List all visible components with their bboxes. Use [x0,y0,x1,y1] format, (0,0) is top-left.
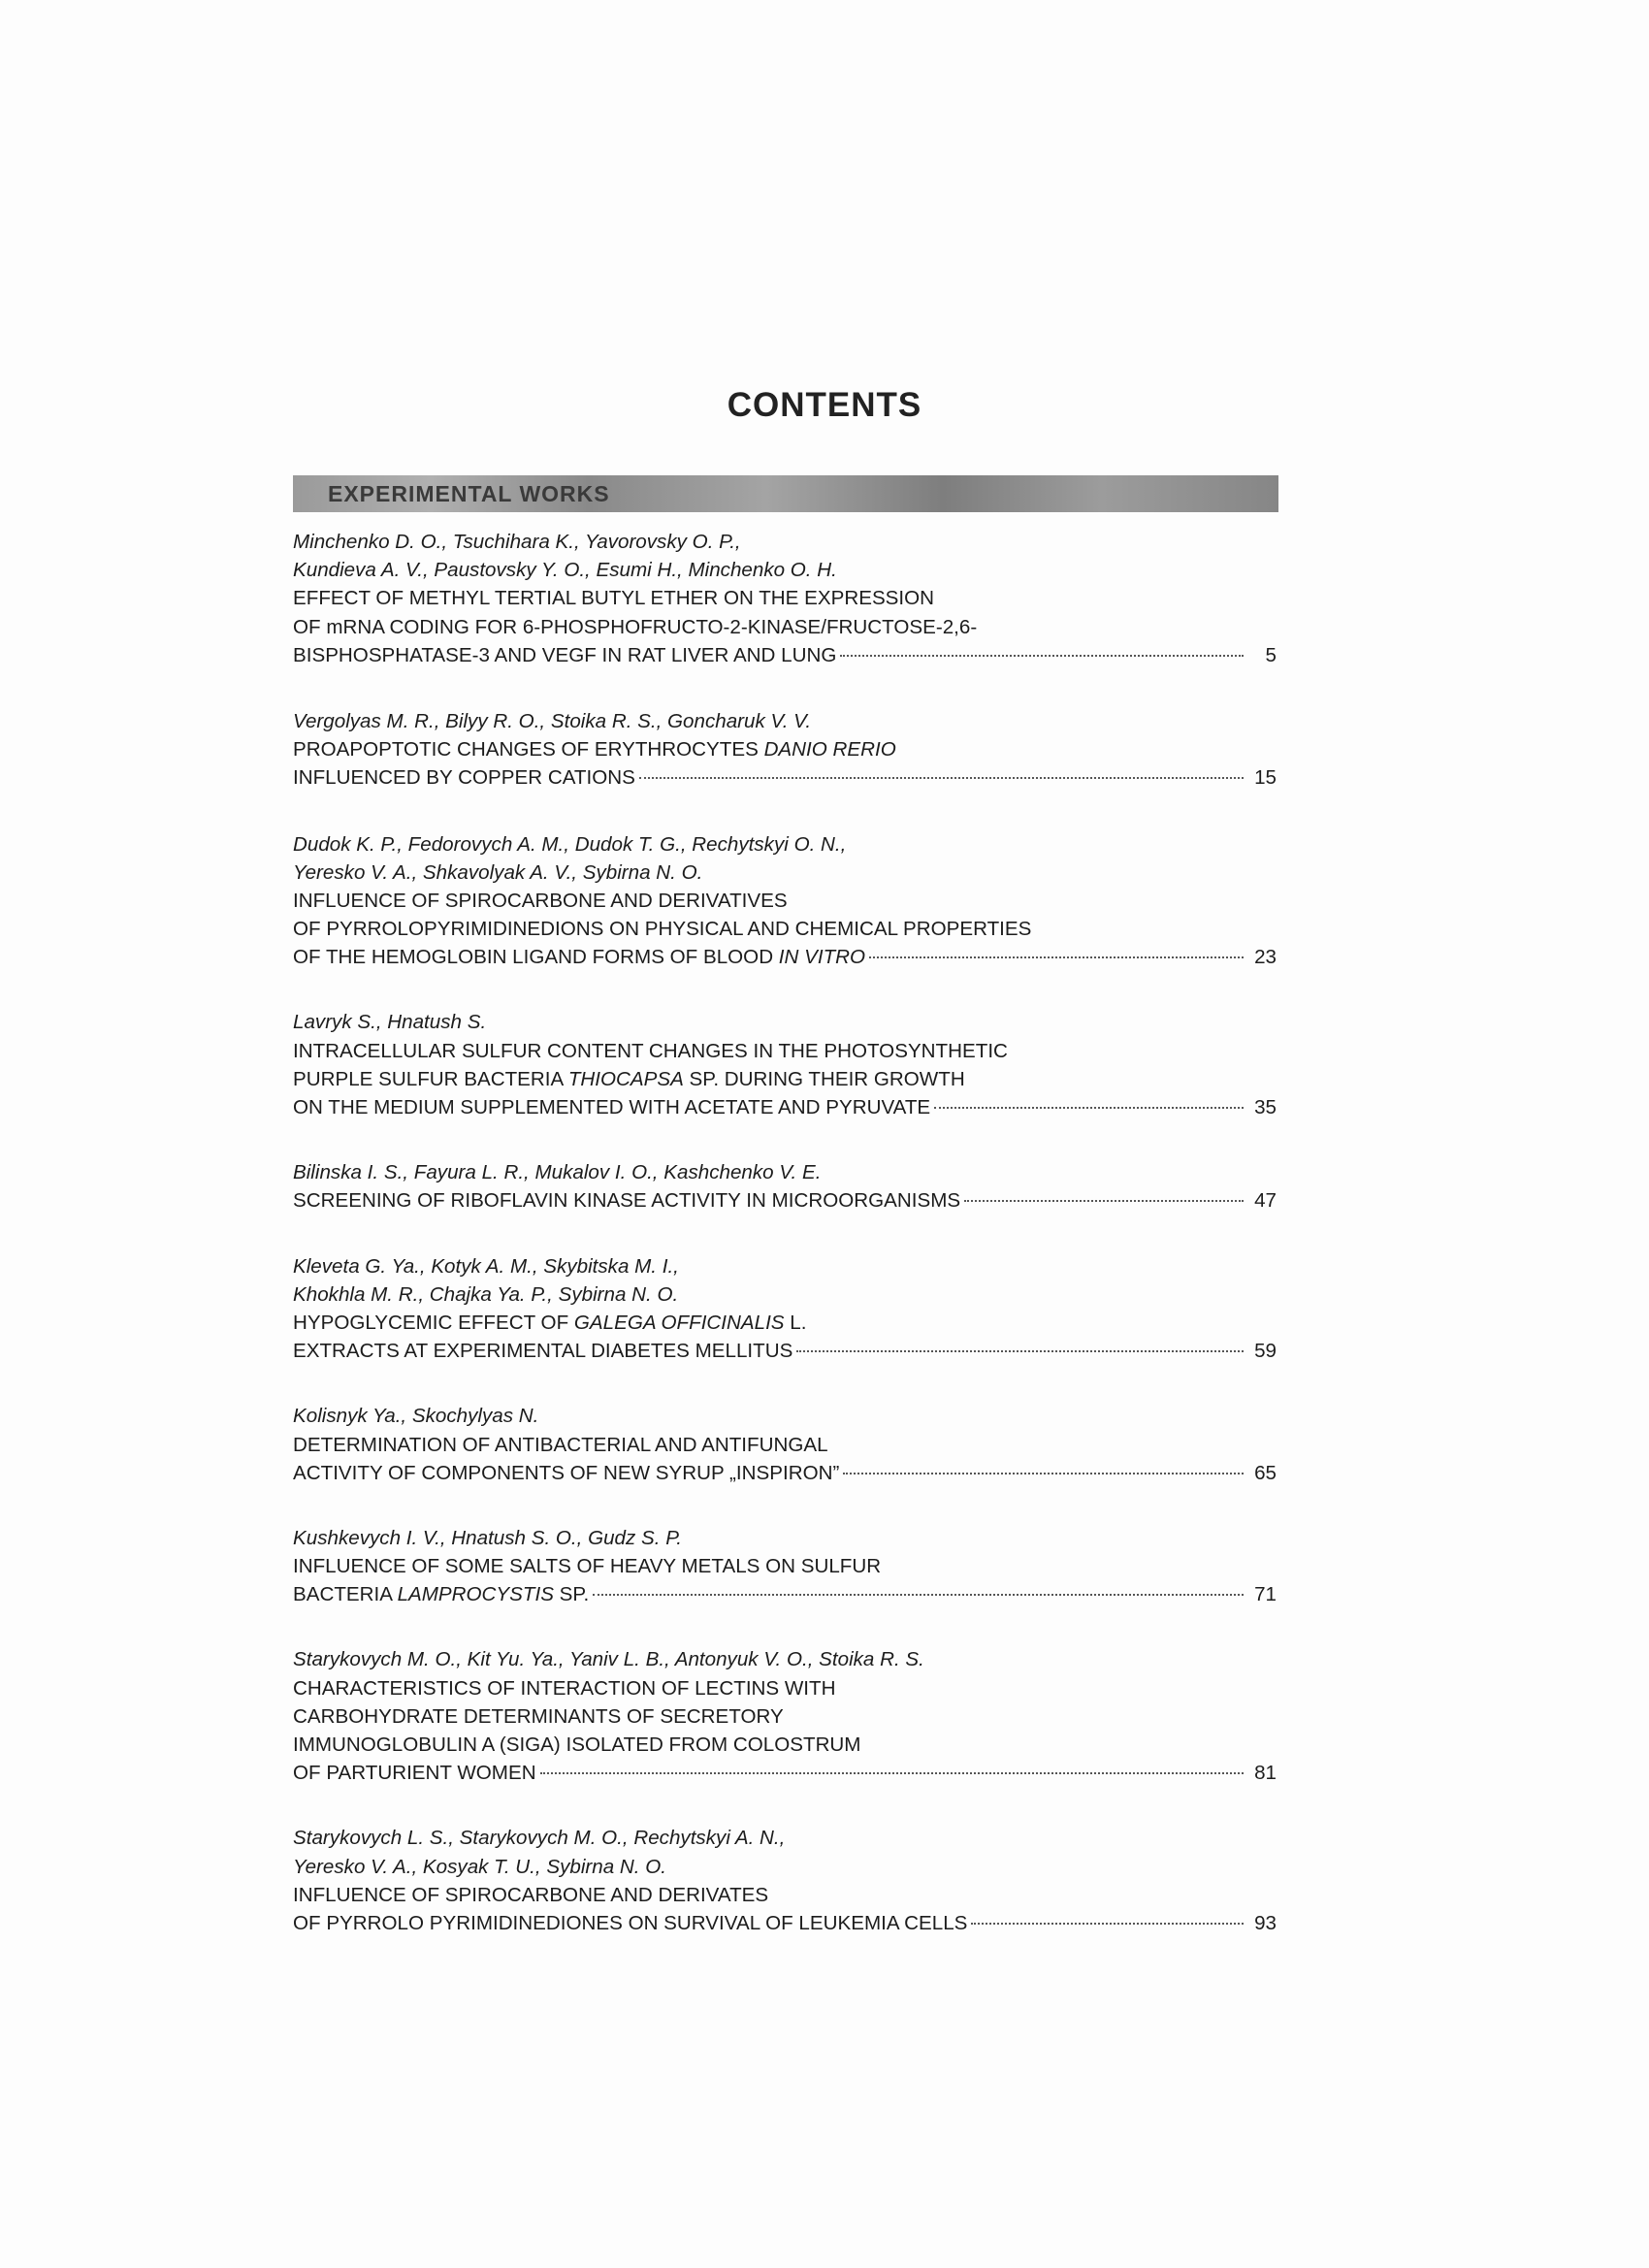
entry-authors: Starykovych M. O., Kit Yu. Ya., Yaniv L. B., Antonyuk V. O., Stoika R. S. [293,1648,924,1671]
entry-page-number: 59 [1254,1340,1277,1363]
entry-title-last-line [293,1186,1277,1215]
entry-title-text: L. [784,1311,807,1334]
entry-authors: Starykovych L. S., Starykovych M. O., Rechytskyi A. N., [293,1827,786,1850]
entry-title-text: INFLUENCED BY COPPER CATIONS [293,766,635,790]
table-of-contents [293,528,1277,1937]
toc-entry[interactable] [293,707,1277,793]
entry-title-line: OF mRNA CODING FOR 6-PHOSPHOFRUCTO-2-KINASE/FRUCTOSE-2,6- [293,615,978,638]
entry-title-text: SP. DURING THEIR GROWTH [683,1067,965,1090]
dot-leader [971,1923,1244,1925]
dot-leader [796,1350,1244,1352]
toc-entry[interactable] [293,1252,1277,1366]
entry-authors: Khokhla M. R., Chajka Ya. P., Sybirna N. O. [293,1282,679,1306]
entry-authors: Dudok K. P., Fedorovych A. M., Dudok T. G., Rechytskyi O. N., [293,832,847,856]
entry-title-text: ACTIVITY OF COMPONENTS OF NEW SYRUP „INSPIRON” [293,1461,840,1484]
dot-leader [869,956,1244,958]
page-title: CONTENTS [727,386,922,424]
entry-title-text: SCREENING OF RIBOFLAVIN KINASE ACTIVITY IN MICROORGANISMS [293,1189,961,1213]
entry-title-last-line [293,943,1277,971]
entry-title-line [293,1909,967,1937]
toc-entry[interactable] [293,830,1277,972]
dot-leader [840,655,1244,657]
toc-entry[interactable] [293,1524,1277,1609]
dot-leader [964,1200,1244,1202]
entry-title-last-line [293,1337,1277,1365]
dot-leader [639,777,1244,779]
entry-title-last-line [293,1759,1277,1787]
entry-authors: Vergolyas M. R., Bilyy R. O., Stoika R. S., Goncharuk V. V. [293,709,812,732]
entry-title-line [293,1186,960,1215]
entry-title-line [293,641,836,669]
entry-title-line: INFLUENCE OF SPIROCARBONE AND DERIVATIVES [293,889,788,912]
entry-title-line: IMMUNOGLOBULIN A (SIGA) ISOLATED FROM COLOSTRUM [293,1733,861,1756]
entry-page-number: 81 [1254,1762,1277,1785]
section-header-label: EXPERIMENTAL WORKS [328,481,610,506]
entry-title-text: OF THE HEMOGLOBIN LIGAND FORMS OF BLOOD [293,946,779,969]
toc-entry[interactable] [293,1645,1277,1787]
entry-title-line [293,735,1277,763]
entry-title-line [293,1093,930,1121]
entry-authors: Lavryk S., Hnatush S. [293,1011,487,1034]
entry-title-line [293,1580,589,1608]
entry-title-text: OF PARTURIENT WOMEN [293,1762,536,1785]
entry-title-last-line [293,1909,1277,1937]
entry-authors: Yeresko V. A., Kosyak T. U., Sybirna N. O. [293,1855,666,1878]
dot-leader [843,1473,1244,1474]
section-header [293,475,1278,512]
toc-entry[interactable] [293,528,1277,669]
entry-title-last-line [293,1093,1277,1121]
entry-page-number: 5 [1265,643,1277,666]
entry-title-text: PURPLE SULFUR BACTERIA [293,1067,568,1090]
entry-title-species-name: DANIO RERIO [763,738,896,761]
entry-authors: Kleveta G. Ya., Kotyk A. M., Skybitska M. I., [293,1254,679,1278]
entry-title-line: INFLUENCE OF SOME SALTS OF HEAVY METALS ON SULFUR [293,1555,882,1578]
entry-title-line [293,763,635,792]
entry-title-line: EFFECT OF METHYL TERTIAL BUTYL ETHER ON THE EXPRESSION [293,587,935,610]
entry-page-number: 47 [1254,1189,1277,1213]
entry-title-line: CHARACTERISTICS OF INTERACTION OF LECTINS WITH [293,1676,836,1700]
entry-title-species-name: LAMPROCYSTIS [397,1583,554,1606]
entry-title-line [293,943,865,971]
entry-title-text: BISPHOSPHATASE-3 AND VEGF IN RAT LIVER AND LUNG [293,643,837,666]
entry-title-line [293,1309,1277,1337]
entry-title-text: ON THE MEDIUM SUPPLEMENTED WITH ACETATE AND PYRUVATE [293,1096,931,1118]
entry-title-text: EXTRACTS AT EXPERIMENTAL DIABETES MELLITUS [293,1340,793,1363]
entry-page-number: 35 [1254,1096,1277,1118]
entry-authors: Kushkevych I. V., Hnatush S. O., Gudz S. P. [293,1526,683,1549]
toc-entry[interactable] [293,1824,1277,1937]
entry-title-last-line [293,1580,1277,1608]
entry-page-number: 65 [1254,1461,1277,1484]
entry-page-number: 23 [1254,946,1277,969]
entry-title-line: INFLUENCE OF SPIROCARBONE AND DERIVATES [293,1883,769,1906]
entry-title-text: HYPOGLYCEMIC EFFECT OF [293,1311,574,1334]
entry-authors: Bilinska I. S., Fayura L. R., Mukalov I. O., Kashchenko V. E. [293,1161,822,1184]
entry-authors: Kundieva A. V., Paustovsky Y. O., Esumi H., Minchenko O. H. [293,559,837,582]
entry-page-number: 15 [1254,766,1277,790]
dot-leader [540,1772,1244,1774]
entry-authors: Minchenko D. O., Tsuchihara K., Yavorovsky O. P., [293,531,741,553]
dot-leader [934,1107,1244,1109]
toc-entry[interactable] [293,1402,1277,1487]
entry-title-text: OF PYRROLO PYRIMIDINEDIONES ON SURVIVAL OF LEUKEMIA CELLS [293,1911,968,1934]
dot-leader [593,1594,1244,1596]
entry-title-last-line [293,641,1277,669]
toc-entry[interactable] [293,1158,1277,1215]
entry-page-number: 71 [1254,1583,1277,1606]
entry-title-text: BACTERIA [293,1583,398,1606]
entry-authors: Kolisnyk Ya., Skochylyas N. [293,1405,539,1428]
entry-authors: Yeresko V. A., Shkavolyak A. V., Sybirna N. O. [293,860,703,884]
entry-title-last-line [293,763,1277,792]
entry-title-species-name: GALEGA OFFICINALIS [573,1311,785,1334]
entry-title-line: CARBOHYDRATE DETERMINANTS OF SECRETORY [293,1704,784,1728]
entry-title-line [293,1337,792,1365]
entry-title-last-line [293,1459,1277,1487]
entry-title-text: PROAPOPTOTIC CHANGES OF ERYTHROCYTES [293,738,764,761]
entry-title-species-name: IN VITRO [778,946,866,969]
entry-title-text: SP. [553,1583,590,1606]
entry-title-line: INTRACELLULAR SULFUR CONTENT CHANGES IN THE PHOTOSYNTHETIC [293,1039,1008,1062]
toc-entry[interactable] [293,1008,1277,1121]
entry-title-line [293,1759,536,1787]
entry-title-line: DETERMINATION OF ANTIBACTERIAL AND ANTIFUNGAL [293,1433,828,1456]
entry-title-line: OF PYRROLOPYRIMIDINEDIONS ON PHYSICAL AND CHEMICAL PROPERTIES [293,918,1032,941]
entry-page-number: 93 [1254,1911,1277,1934]
entry-title-species-name: THIOCAPSA [567,1067,684,1090]
entry-title-line [293,1459,839,1487]
entry-title-line [293,1065,1277,1093]
